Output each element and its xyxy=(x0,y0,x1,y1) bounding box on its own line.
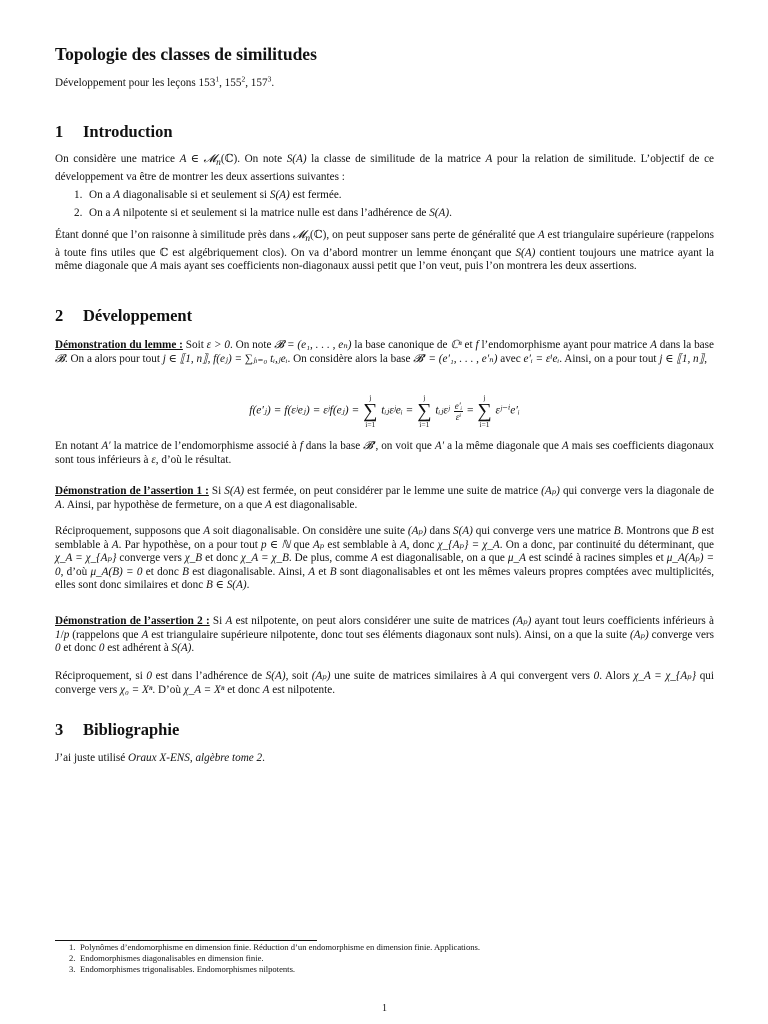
footnote-divider xyxy=(55,940,317,941)
assertions-list xyxy=(74,189,714,224)
footnote-item: 1. Polynômes d’endomorphisme en dimension finie. Réduction d’un endomorphisme en dimension finie. Applications. xyxy=(69,942,481,952)
bibliography-reference: Oraux X-ENS, algèbre tome 2 xyxy=(128,752,263,764)
lemme-conclusion-paragraph: En notant A′ la matrice de l’endomorphisme associé à f dans la base 𝓑′, on voit que A′ a la même diagonale que A mais ses coefficients diagonaux sont tous inférieurs à ε, d’où le résultat. xyxy=(55,440,714,466)
footnote-item: 2. Endomorphismes diagonalisables en dimension finie. xyxy=(69,953,264,964)
lemme-label: Démonstration du lemme : xyxy=(55,339,183,351)
section-heading-introduction xyxy=(55,122,173,142)
page-number: 1 xyxy=(382,1003,387,1014)
section-heading-bibliographie xyxy=(55,720,179,740)
footnote-item: 3. Endomorphismes trigonalisables. Endomorphismes nilpotents. xyxy=(69,964,296,975)
subtitle-text: , 157 xyxy=(245,77,268,89)
assertion-2-label: Démonstration de l’assertion 2 : xyxy=(55,615,210,627)
footnote-ref-3[interactable]: 3 xyxy=(267,74,272,84)
assertion-1-paragraph: Démonstration de l’assertion 1 : Si S(A) est fermée, on peut considérer par le lemme une suite de matrice (Aₚ) qui converge vers la diagonale de A. Ainsi, par hypothèse de fermeture, on a que A est diagonalisable. xyxy=(55,485,714,511)
assertion-1-converse-paragraph: Réciproquement, supposons que A soit diagonalisable. On considère une suite (Aₚ) dans S(A) qui converge vers une matrice B. Montrons que B est semblable à A. Par hypothèse, on a pour tout p ∈ ℕ que Aₚ est semblable à A, donc χ_{Aₚ} = χ_A. On a donc, par continuité du déterminant, que χ_A = χ_{Aₚ} converge vers χ_B et donc χ_A = χ_B. De plus, comme A est diagonalisable, on a que μ_A est scindé à racines simples et μ_A(Aₚ) = 0, d’où μ_A(B) = 0 et donc B est diagonalisable. Ainsi, A et B sont diagonalisables et ont les mêmes valeurs propres comptées avec multiplicités, elles sont donc similaires et donc B ∈ S(A). xyxy=(55,525,715,592)
subtitle-text: . xyxy=(271,77,275,89)
section-number: 1 xyxy=(55,122,64,141)
lemme-paragraph: Démonstration du lemme : Soit ε > 0. On note 𝓑 = (e₁, . . . , eₙ) la base canonique de ℂⁿ et f l’endomorphisme ayant pour matrice A dans la base 𝓑. On a alors pour tout j ∈ ⟦1, n⟧, f(eⱼ) = ∑ⱼᵢ₌₀ tᵢ,ⱼeᵢ. On considère alors la base 𝓑′ = (e′₁, . . . , e′ₙ) avec e′ᵢ = εⁱeᵢ. Ainsi, on a pour tout j ∈ ⟦1, n⟧, xyxy=(55,339,714,365)
section-heading-developpement xyxy=(55,306,192,326)
list-item: 1. On a A diagonalisable si et seulement si S(A) est fermée. xyxy=(74,189,342,201)
sum-symbol: j ∑ i=1 xyxy=(417,393,432,429)
footnotes xyxy=(69,942,480,976)
section-title: Introduction xyxy=(83,122,173,141)
fraction: $\frac{\text{e′ᵢ}}{\text{εⁱ}}$ xyxy=(454,400,463,422)
document-subtitle xyxy=(55,74,275,91)
sum-symbol: j ∑ i=1 xyxy=(363,393,378,429)
section-number: 2 xyxy=(55,306,64,325)
intro-paragraph: On considère une matrice A ∈ 𝓜$_n$(ℂ). On note S(A) la classe de similitude de la matrice A pour la relation de similitude. L’objectif de ce développement va être de montrer les deux assertions suivantes : xyxy=(55,153,715,183)
intro-paragraph-2: Étant donné que l’on raisonne à similitude près dans 𝓜$_n$(ℂ), on peut supposer sans perte de généralité que A est triangulaire supérieure (rappelons à toute fins utiles que ℂ est algébriquement clos). On va d’abord montrer un lemme énonçant que S(A) contient toujours une matrice ayant la même diagonale que A mais ayant ses coefficients non-diagonaux aussi petit que l’on veut, puis l’on montrera les deux assertions. xyxy=(55,229,714,273)
sum-symbol: j ∑ i=1 xyxy=(477,393,492,429)
assertion-1-label: Démonstration de l’assertion 1 : xyxy=(55,485,209,497)
footnote-ref-2[interactable]: 2 xyxy=(241,74,246,84)
display-equation: f(e′ⱼ) = f(εʲeⱼ) = εʲf(eⱼ) = j ∑ i=1 tᵢⱼεʲeᵢ = j ∑ i=1 tᵢⱼεʲ $\frac{\text{e′ᵢ}}{\text{εⁱ}} = j$ ∑ i=1 εʲ⁻ⁱe′ᵢ xyxy=(249,393,520,429)
section-number: 3 xyxy=(55,720,64,739)
section-title: Développement xyxy=(83,306,193,325)
bibliography-paragraph: J’ai juste utilisé Oraux X-ENS, algèbre tome 2. xyxy=(55,752,265,764)
assertion-2-paragraph: Démonstration de l’assertion 2 : Si A est nilpotente, on peut alors considérer une suite de matrices (Aₚ) ayant tout leurs coefficients inférieurs à 1/p (rappelons que A est triangulaire supérieure nilpotente, donc tout ses éléments diagonaux sont nuls). Ainsi, on a que la suite (Aₚ) converge vers 0 et donc 0 est adhérent à S(A). xyxy=(55,615,714,655)
footnote-ref-1[interactable]: 1 xyxy=(215,74,220,84)
assertion-2-converse-paragraph: Réciproquement, si 0 est dans l’adhérence de S(A), soit (Aₚ) une suite de matrices similaires à A qui convergent vers 0. Alors χ_A = χ_{Aₚ} qui converge vers χ₀ = Xⁿ. D’où χ_A = Xⁿ et donc A est nilpotente. xyxy=(55,670,715,696)
subtitle-text: Développement pour les leçons 153 xyxy=(55,77,216,89)
section-title: Bibliographie xyxy=(83,720,180,739)
document-page xyxy=(55,0,714,1024)
list-item: 2. On a A nilpotente si et seulement si la matrice nulle est dans l’adhérence de S(A). xyxy=(74,206,452,219)
subtitle-text: , 155 xyxy=(219,77,242,89)
document-title: Topologie des classes de similitudes xyxy=(55,44,317,64)
